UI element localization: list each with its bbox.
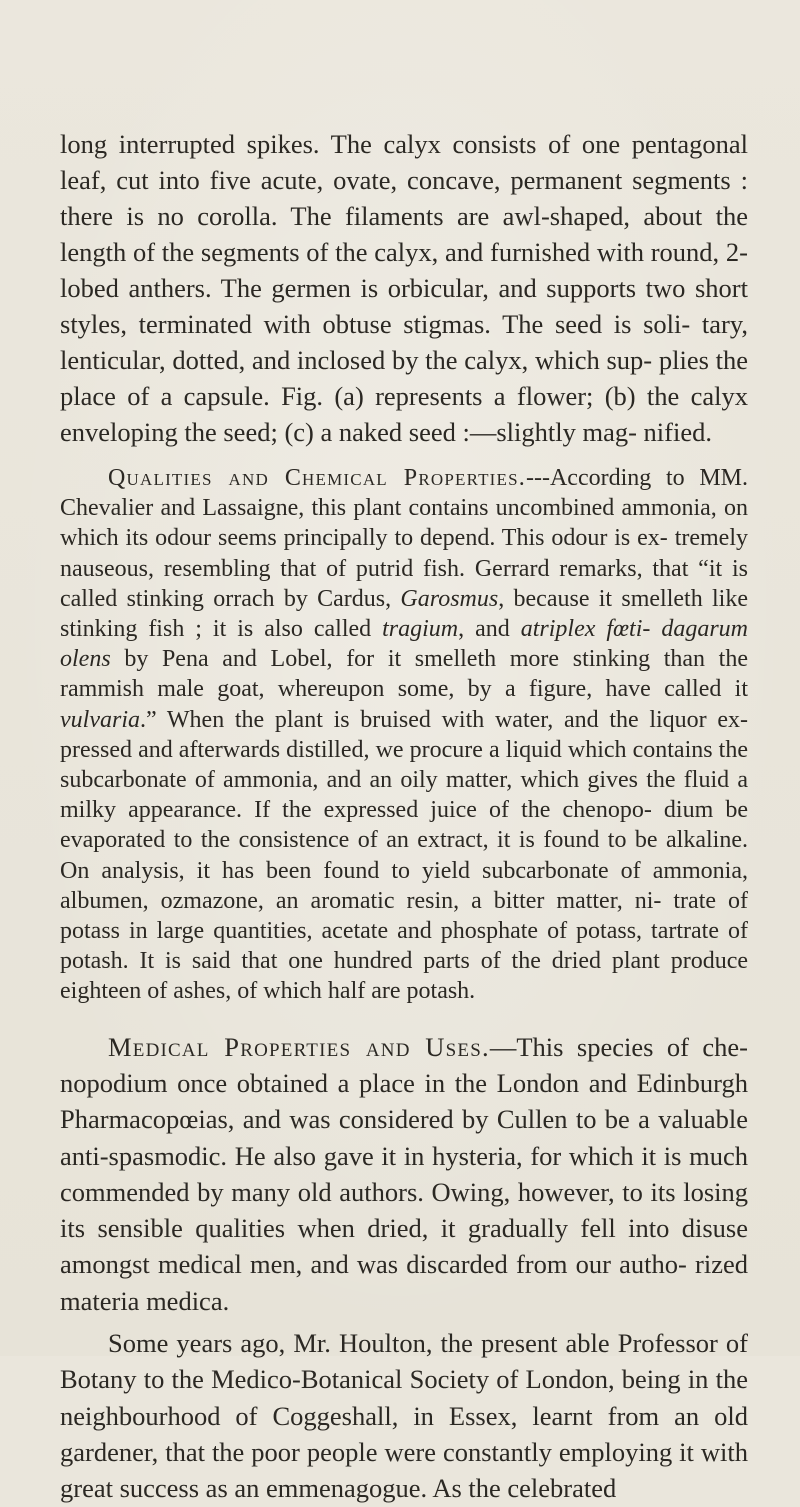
qualities-text-1: ---According to MM. Chevalier and Lassaigne, this plant contains uncombined ammonia, on which its odour seems principally to depend. This odour is ex- tremely nauseous, resembling that of putrid fish. Gerrard remarks, that “it is called stinking orrach by Cardus, [60,465,748,612]
qualities-italic-garosmus: Garosmus [400,585,499,612]
qualities-text-3: , and [458,616,521,643]
qualities-italic-vulvaria: vulvaria [60,706,140,733]
description-text: long interrupted spikes. The calyx consists of one pentagonal leaf, cut into five acute, ovate, concave, permanent segments : there is no corolla. The filaments are awl-shaped, about the length of the segments of the calyx, and furnished with round, 2-lobed anthers. The germen is orbicular, and supports two short styles, terminated with obtuse stigmas. The seed is soli- tary, lenticular, dotted, and inclosed by the calyx, which sup- plies the place of a capsule. Fig. (a) represents a flower; (b) the calyx enveloping the seed; (c) a naked seed :—slightly mag- nified. [60,129,748,447]
qualities-text-4: by Pena and Lobel, for it smelleth more stinking than the rammish male goat, whereupon some, by a figure, have called it [60,646,748,703]
qualities-italic-atriplex: atriplex fœti- dagarum olens [60,616,749,673]
section-heading-medical: Medical Properties and Uses. [108,1031,490,1062]
paragraph-description [60,126,748,450]
qualities-text-2: , because it smelleth like stinking fish ; it is also called [60,585,749,643]
medical-text: —This species of che- nopodium once obtained a place in the London and Edinburgh Pharmacopœias, and was considered by Cullen to be a valuable anti-spasmodic. He also gave it in hysteria, for which it is much commended by many old authors. Owing, however, to its losing its sensible qualities when dried, it gradually fell into disuse amongst medical men, and was discarded from our autho- rized materia medica. [60,1031,748,1316]
section-heading-qualities: Qualities and Chemical Properties. [108,465,526,491]
paragraph-medical [60,1029,748,1319]
qualities-text-5: .” When the plant is bruised with water, and the liquor ex- pressed and afterwards distilled, we procure a liquid which contains the subcarbonate of ammonia, and an oily matter, which gives the fluid a milky appearance. If the expressed juice of the chenopo- dium be evaporated to the consistence of an extract, it is found to be alkaline. On analysis, it has been found to yield subcarbonate of ammonia, albumen, ozmazone, an aromatic resin, a bitter matter, ni- trate of potass in large quantities, acetate and phosphate of potass, tartrate of potash. It is said that one hundred parts of the dried plant produce eighteen of ashes, of which half are potash. [60,706,748,1005]
qualities-italic-tragium: tragium [382,616,459,643]
houlton-text: Some years ago, Mr. Houlton, the present able Professor of Botany to the Medico-Botanical Society of London, being in the neighbourhood of Coggeshall, in Essex, learnt from an old gardener, that the poor people were constantly employing it with great success as an emmenagogue. As the celebrated [60,1328,748,1504]
paragraph-qualities [60,463,748,1007]
paragraph-houlton [60,1325,748,1506]
